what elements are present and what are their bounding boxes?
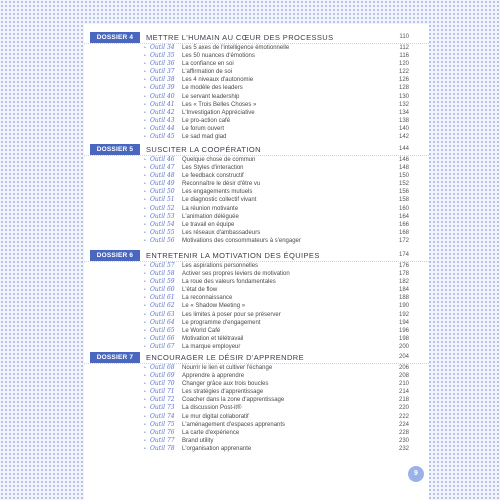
tool-number: Outil 68 bbox=[150, 364, 175, 371]
entry-page-number: 156 bbox=[398, 189, 409, 196]
entry-title: Les Styles d'interaction bbox=[182, 165, 244, 172]
bullet-icon: • bbox=[144, 221, 146, 228]
entry-title: Le modèle des leaders bbox=[182, 85, 243, 92]
toc-entry[interactable] bbox=[84, 294, 429, 302]
tool-number: Outil 71 bbox=[150, 388, 175, 396]
bullet-icon: • bbox=[144, 365, 146, 371]
entry-page-number: 220 bbox=[398, 405, 409, 412]
bullet-icon: • bbox=[144, 205, 146, 212]
tool-number: Outil 40 bbox=[150, 92, 175, 100]
entry-title: Le « Shadow Meeting » bbox=[182, 303, 246, 310]
entry-title: Les « Trois Belles Choses » bbox=[182, 101, 257, 108]
toc-entry[interactable] bbox=[84, 156, 429, 164]
bullet-icon: • bbox=[144, 165, 146, 172]
entry-page-number: 192 bbox=[398, 311, 409, 318]
toc-entry[interactable] bbox=[84, 76, 429, 84]
tool-number: Outil 43 bbox=[150, 116, 175, 124]
toc-list bbox=[84, 364, 429, 453]
section-title: ENCOURAGER LE DÉSIR D'APPRENDRE bbox=[146, 353, 305, 362]
bullet-icon: • bbox=[144, 189, 146, 196]
toc-entry[interactable] bbox=[84, 372, 429, 380]
tool-number: Outil 35 bbox=[150, 52, 175, 60]
toc-entry[interactable] bbox=[84, 262, 429, 270]
section-dossier-6 bbox=[84, 250, 429, 351]
bullet-icon: • bbox=[144, 109, 146, 116]
toc-entry[interactable] bbox=[84, 164, 429, 172]
toc-entry[interactable] bbox=[84, 237, 429, 245]
entry-title: Le mur digital collaboratif bbox=[182, 413, 249, 420]
entry-page-number: 130 bbox=[398, 93, 409, 100]
tool-number: Outil 77 bbox=[150, 436, 175, 444]
section-page-number: 110 bbox=[399, 34, 409, 40]
entry-title: L'organisation apprenante bbox=[182, 445, 252, 452]
tool-number: Outil 60 bbox=[150, 286, 175, 294]
entry-title: Les 4 niveaux d'autonomie bbox=[182, 77, 254, 84]
bullet-icon: • bbox=[144, 101, 146, 108]
bullet-icon: • bbox=[144, 271, 146, 278]
tool-number: Outil 37 bbox=[150, 68, 175, 76]
section-title: ENTRETENIR LA MOTIVATION DES ÉQUIPES bbox=[146, 251, 320, 260]
section-header bbox=[84, 32, 429, 44]
toc-entry[interactable] bbox=[84, 278, 429, 286]
dossier-label: DOSSIER 4 bbox=[90, 32, 140, 43]
entry-title: Activer ses propres leviers de motivation bbox=[182, 271, 290, 278]
toc-entry[interactable] bbox=[84, 364, 429, 372]
tool-number: Outil 59 bbox=[150, 278, 175, 286]
entry-title: L'état de flow bbox=[182, 287, 218, 294]
tool-number: Outil 53 bbox=[150, 212, 175, 220]
toc-list bbox=[84, 262, 429, 351]
tool-number: Outil 65 bbox=[150, 326, 175, 334]
tool-number: Outil 41 bbox=[150, 100, 175, 108]
tool-number: Outil 45 bbox=[150, 133, 175, 141]
entry-title: Reconnaître le désir d'être vu bbox=[182, 181, 261, 188]
entry-page-number: 184 bbox=[398, 287, 409, 294]
bullet-icon: • bbox=[144, 237, 146, 244]
entry-page-number: 210 bbox=[398, 381, 409, 388]
bullet-icon: • bbox=[144, 429, 146, 436]
entry-page-number: 122 bbox=[398, 69, 409, 76]
entry-page-number: 190 bbox=[398, 303, 409, 310]
entry-title: La roue des valeurs fondamentales bbox=[182, 279, 276, 286]
entry-title: La reconnaissance bbox=[182, 295, 233, 302]
bullet-icon: • bbox=[144, 61, 146, 68]
tool-number: Outil 57 bbox=[150, 262, 175, 269]
bullet-icon: • bbox=[144, 197, 146, 204]
bullet-icon: • bbox=[144, 413, 146, 420]
tool-number: Outil 50 bbox=[150, 188, 175, 196]
entry-title: Motivations des consommateurs à s'engager bbox=[182, 237, 301, 244]
bullet-icon: • bbox=[144, 85, 146, 92]
entry-page-number: 198 bbox=[398, 335, 409, 342]
bullet-icon: • bbox=[144, 343, 146, 350]
toc-entry[interactable] bbox=[84, 270, 429, 278]
section-title: SUSCITER LA COOPÉRATION bbox=[146, 145, 261, 154]
entry-title: Brand utility bbox=[182, 437, 214, 444]
bullet-icon: • bbox=[144, 445, 146, 452]
tool-number: Outil 61 bbox=[150, 294, 175, 302]
entry-title: Motivation et télétravail bbox=[182, 335, 244, 342]
tool-number: Outil 70 bbox=[150, 380, 175, 388]
section-page-number: 144 bbox=[398, 146, 409, 152]
bullet-icon: • bbox=[144, 157, 146, 163]
tool-number: Outil 52 bbox=[150, 204, 175, 212]
toc-entry[interactable] bbox=[84, 101, 429, 109]
entry-page-number: 132 bbox=[398, 101, 409, 108]
entry-page-number: 178 bbox=[398, 271, 409, 278]
entry-title: Les stratégies d'apprentissage bbox=[182, 389, 264, 396]
entry-page-number: 146 bbox=[398, 157, 409, 163]
toc-entry[interactable] bbox=[84, 421, 429, 429]
entry-title: Le feedback constructif bbox=[182, 173, 244, 180]
entry-page-number: 230 bbox=[398, 437, 409, 444]
entry-page-number: 116 bbox=[399, 53, 409, 60]
toc-entry[interactable] bbox=[84, 286, 429, 294]
bullet-icon: • bbox=[144, 389, 146, 396]
entry-page-number: 214 bbox=[398, 389, 409, 396]
bullet-icon: • bbox=[144, 181, 146, 188]
tool-number: Outil 44 bbox=[150, 124, 175, 132]
tool-number: Outil 63 bbox=[150, 310, 175, 318]
entry-title: Le diagnostic collectif vivant bbox=[182, 197, 257, 204]
bullet-icon: • bbox=[144, 213, 146, 220]
tool-number: Outil 75 bbox=[150, 420, 175, 428]
entry-page-number: 188 bbox=[398, 295, 409, 302]
bullet-icon: • bbox=[144, 405, 146, 412]
entry-title: Le programme d'engagement bbox=[182, 319, 261, 326]
entry-page-number: 138 bbox=[398, 117, 409, 124]
bullet-icon: • bbox=[144, 373, 146, 380]
bullet-icon: • bbox=[144, 229, 146, 236]
entry-page-number: 208 bbox=[398, 373, 409, 380]
bullet-icon: • bbox=[144, 134, 146, 141]
toc-page bbox=[84, 24, 429, 500]
section-title: METTRE L'HUMAIN AU CŒUR DES PROCESSUS bbox=[146, 33, 334, 42]
entry-page-number: 196 bbox=[398, 327, 409, 334]
section-dossier-5 bbox=[84, 144, 429, 245]
entry-page-number: 160 bbox=[398, 205, 409, 212]
entry-page-number: 142 bbox=[398, 134, 409, 141]
entry-title: Changer grâce aux trois boucles bbox=[182, 381, 269, 388]
tool-number: Outil 38 bbox=[150, 76, 175, 84]
toc-entry[interactable] bbox=[84, 84, 429, 92]
dossier-label: DOSSIER 5 bbox=[90, 144, 140, 155]
tool-number: Outil 55 bbox=[150, 228, 175, 236]
toc-entry[interactable] bbox=[84, 380, 429, 388]
entry-page-number: 126 bbox=[398, 77, 409, 84]
toc-entry[interactable] bbox=[84, 188, 429, 196]
toc-entry[interactable] bbox=[84, 93, 429, 101]
entry-title: Le pro-action café bbox=[182, 117, 231, 124]
bullet-icon: • bbox=[144, 93, 146, 100]
toc-list bbox=[84, 44, 429, 141]
entry-page-number: 152 bbox=[398, 181, 409, 188]
toc-entry[interactable] bbox=[84, 413, 429, 421]
tool-number: Outil 67 bbox=[150, 342, 175, 350]
entry-page-number: 172 bbox=[398, 237, 409, 244]
tool-number: Outil 34 bbox=[150, 44, 175, 51]
section-header bbox=[84, 250, 429, 262]
entry-title: La confiance en soi bbox=[182, 61, 234, 68]
bullet-icon: • bbox=[144, 381, 146, 388]
bullet-icon: • bbox=[144, 311, 146, 318]
bullet-icon: • bbox=[144, 287, 146, 294]
bullet-icon: • bbox=[144, 45, 146, 51]
entry-title: La marque employeur bbox=[182, 343, 241, 350]
entry-title: Les aspirations personnelles bbox=[182, 263, 259, 269]
entry-title: L'Investigation Appréciative bbox=[182, 109, 255, 116]
entry-page-number: 134 bbox=[398, 109, 409, 116]
tool-number: Outil 48 bbox=[150, 172, 175, 180]
entry-title: L'affirmation de soi bbox=[182, 69, 233, 76]
toc-entry[interactable] bbox=[84, 437, 429, 445]
toc-entry[interactable] bbox=[84, 327, 429, 335]
bullet-icon: • bbox=[144, 53, 146, 60]
toc-entry[interactable] bbox=[84, 125, 429, 133]
entry-title: Les réseaux d'ambassadeurs bbox=[182, 229, 261, 236]
bullet-icon: • bbox=[144, 125, 146, 132]
entry-page-number: 148 bbox=[398, 165, 409, 172]
bullet-icon: • bbox=[144, 279, 146, 286]
toc-entry[interactable] bbox=[84, 52, 429, 60]
bullet-icon: • bbox=[144, 77, 146, 84]
entry-title: Quelque chose de commun bbox=[182, 157, 256, 163]
entry-title: Apprendre à apprendre bbox=[182, 373, 245, 380]
bullet-icon: • bbox=[144, 295, 146, 302]
toc-entry[interactable] bbox=[84, 196, 429, 204]
section-dossier-7 bbox=[84, 352, 429, 453]
tool-number: Outil 36 bbox=[150, 60, 175, 68]
entry-page-number: 128 bbox=[398, 85, 409, 92]
section-header bbox=[84, 144, 429, 156]
page-number-badge: 9 bbox=[408, 466, 424, 482]
tool-number: Outil 66 bbox=[150, 334, 175, 342]
entry-title: Coacher dans la zone d'apprentissage bbox=[182, 397, 285, 404]
tool-number: Outil 46 bbox=[150, 156, 175, 163]
toc-entry[interactable] bbox=[84, 60, 429, 68]
entry-page-number: 166 bbox=[398, 221, 409, 228]
entry-title: Le travail en équipe bbox=[182, 221, 235, 228]
entry-title: Le forum ouvert bbox=[182, 125, 225, 132]
tool-number: Outil 76 bbox=[150, 428, 175, 436]
tool-number: Outil 39 bbox=[150, 84, 175, 92]
entry-page-number: 182 bbox=[398, 279, 409, 286]
entry-page-number: 120 bbox=[398, 61, 409, 68]
toc-entry[interactable] bbox=[84, 229, 429, 237]
dossier-label: DOSSIER 6 bbox=[90, 250, 140, 261]
section-page-number: 174 bbox=[398, 252, 409, 258]
toc-entry[interactable] bbox=[84, 205, 429, 213]
entry-title: Les 50 nuances d'émotions bbox=[182, 53, 255, 60]
section-dossier-4 bbox=[84, 32, 429, 141]
toc-entry[interactable] bbox=[84, 133, 429, 141]
tool-number: Outil 42 bbox=[150, 108, 175, 116]
entry-title: Le sad mad glad bbox=[182, 134, 227, 141]
toc-entry[interactable] bbox=[84, 445, 429, 453]
entry-page-number: 168 bbox=[398, 229, 409, 236]
toc-entry[interactable] bbox=[84, 44, 429, 52]
entry-page-number: 150 bbox=[398, 173, 409, 180]
entry-title: Les limites à poser pour se préserver bbox=[182, 311, 281, 318]
entry-title: L'animation déléguée bbox=[182, 213, 239, 220]
entry-title: La réunion motivante bbox=[182, 205, 239, 212]
tool-number: Outil 51 bbox=[150, 196, 175, 204]
entry-title: Les engagements mutuels bbox=[182, 189, 253, 196]
bullet-icon: • bbox=[144, 69, 146, 76]
tool-number: Outil 56 bbox=[150, 236, 175, 244]
bullet-icon: • bbox=[144, 303, 146, 310]
toc-entry[interactable] bbox=[84, 343, 429, 351]
entry-page-number: 140 bbox=[398, 125, 409, 132]
section-page-number: 204 bbox=[398, 354, 409, 360]
entry-page-number: 228 bbox=[398, 429, 409, 436]
entry-title: La carte d'expérience bbox=[182, 429, 240, 436]
toc-entry[interactable] bbox=[84, 302, 429, 310]
entry-page-number: 232 bbox=[398, 445, 409, 452]
toc-entry[interactable] bbox=[84, 213, 429, 221]
tool-number: Outil 58 bbox=[150, 270, 175, 278]
entry-title: Les 5 axes de l'intelligence émotionnelle bbox=[182, 45, 290, 51]
section-header bbox=[84, 352, 429, 364]
tool-number: Outil 73 bbox=[150, 404, 175, 412]
toc-entry[interactable] bbox=[84, 109, 429, 117]
toc-entry[interactable] bbox=[84, 335, 429, 343]
toc-entry[interactable] bbox=[84, 68, 429, 76]
bullet-icon: • bbox=[144, 397, 146, 404]
entry-page-number: 158 bbox=[398, 197, 409, 204]
toc-entry[interactable] bbox=[84, 180, 429, 188]
entry-title: Nourrir le lien et cultiver l'échange bbox=[182, 365, 273, 371]
tool-number: Outil 78 bbox=[150, 444, 175, 452]
toc-entry[interactable] bbox=[84, 429, 429, 437]
entry-title: Le servant leadership bbox=[182, 93, 240, 100]
bullet-icon: • bbox=[144, 117, 146, 124]
toc-entry[interactable] bbox=[84, 404, 429, 412]
bullet-icon: • bbox=[144, 437, 146, 444]
toc-entry[interactable] bbox=[84, 311, 429, 319]
bullet-icon: • bbox=[144, 421, 146, 428]
bullet-icon: • bbox=[144, 335, 146, 342]
entry-page-number: 222 bbox=[398, 413, 409, 420]
tool-number: Outil 62 bbox=[150, 302, 175, 310]
toc-entry[interactable] bbox=[84, 388, 429, 396]
toc-entry[interactable] bbox=[84, 396, 429, 404]
entry-title: L'aménagement d'espaces apprenants bbox=[182, 421, 286, 428]
tool-number: Outil 64 bbox=[150, 318, 175, 326]
bullet-icon: • bbox=[144, 327, 146, 334]
entry-page-number: 164 bbox=[398, 213, 409, 220]
toc-entry[interactable] bbox=[84, 319, 429, 327]
entry-title: Le World Café bbox=[182, 327, 221, 334]
bullet-icon: • bbox=[144, 319, 146, 326]
tool-number: Outil 72 bbox=[150, 396, 175, 404]
bullet-icon: • bbox=[144, 263, 146, 269]
toc-list bbox=[84, 156, 429, 245]
bullet-icon: • bbox=[144, 173, 146, 180]
toc-entry[interactable] bbox=[84, 117, 429, 125]
entry-page-number: 176 bbox=[398, 263, 409, 269]
tool-number: Outil 69 bbox=[150, 372, 175, 380]
entry-page-number: 218 bbox=[398, 397, 409, 404]
entry-page-number: 112 bbox=[399, 45, 409, 51]
entry-title: La discussion Post-it® bbox=[182, 405, 242, 412]
entry-page-number: 224 bbox=[398, 421, 409, 428]
toc-entry[interactable] bbox=[84, 172, 429, 180]
tool-number: Outil 74 bbox=[150, 412, 175, 420]
entry-page-number: 206 bbox=[398, 365, 409, 371]
tool-number: Outil 47 bbox=[150, 164, 175, 172]
tool-number: Outil 49 bbox=[150, 180, 175, 188]
dossier-label: DOSSIER 7 bbox=[90, 352, 140, 363]
toc-entry[interactable] bbox=[84, 221, 429, 229]
entry-page-number: 194 bbox=[398, 319, 409, 326]
tool-number: Outil 54 bbox=[150, 220, 175, 228]
entry-page-number: 200 bbox=[398, 343, 409, 350]
